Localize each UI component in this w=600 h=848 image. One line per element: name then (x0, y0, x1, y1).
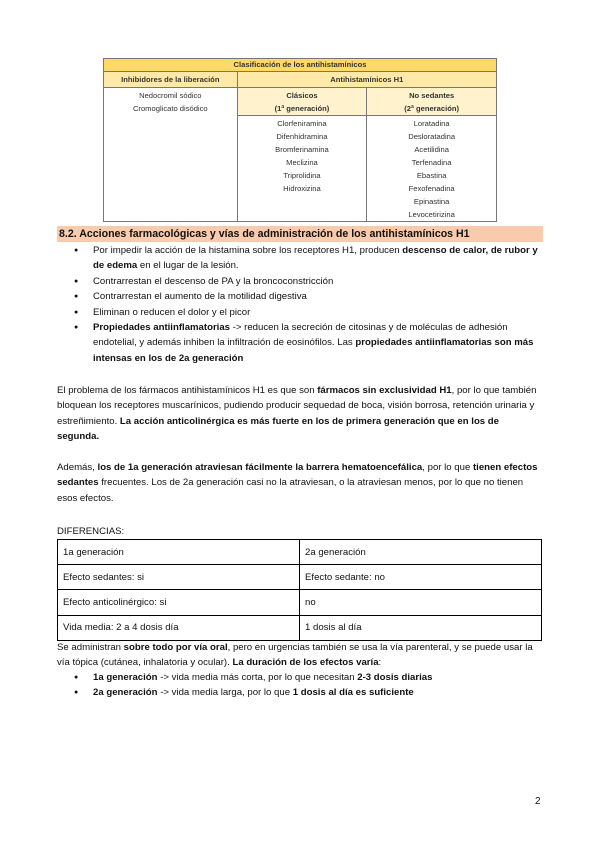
actions-list (57, 243, 543, 366)
bold-text: La acción anticolinérgica es más fuerte en los de primera generación que en los de segunda. (57, 415, 500, 443)
text: Por impedir la acción de la histamina sobre los receptores H1, producen (93, 245, 403, 256)
table-row (58, 615, 542, 640)
bold-text: 2-3 dosis diarias (357, 672, 433, 683)
text: Contrarrestan el descenso de PA y la broncoconstricción (93, 275, 334, 287)
no-sedantes-cell (367, 116, 497, 222)
subheader-no-sedantes (367, 88, 497, 116)
list-item (57, 320, 543, 366)
no-sedante-item: Fexofenadina (408, 184, 455, 193)
no-sedante-item: Loratadina (413, 119, 450, 128)
table-cell: 1a generación (58, 540, 300, 565)
table-row (58, 565, 542, 590)
differences-table (57, 539, 542, 641)
bold-text: 1 dosis al día es suficiente (292, 687, 414, 699)
clasicos-cell (237, 116, 367, 222)
clasico-item: Clorfeniramina (277, 119, 327, 128)
text: El problema de los fármacos antihistamínicos H1 es que son (57, 385, 318, 396)
paragraph-administracion (57, 640, 543, 671)
no-sedante-item: Terfenadina (411, 158, 452, 167)
text: -> vida media más corta, por lo que necesitan (157, 672, 358, 683)
subheader-gen: (1ª generación) (274, 104, 330, 113)
list-item (57, 670, 543, 685)
table-cell: Efecto anticolinérgico: si (58, 590, 300, 615)
bold-text: tienen efectos sedantes (57, 462, 538, 489)
text: , pero en urgencias también se usa la vía parenteral, y se puede usar la vía tópica (cutánea, inhalatoria y ocular). (57, 642, 533, 669)
table-cell: no (300, 590, 542, 615)
subheader-clasicos (237, 88, 367, 116)
clasico-item: Hidroxizina (283, 184, 321, 193)
text: : (378, 657, 382, 669)
table-cell: Efecto sedante: no (300, 565, 542, 590)
classification-table (103, 58, 497, 222)
table-row (58, 590, 542, 615)
text: en el lugar de la lesión. (137, 260, 239, 272)
inhibidor-item: Nedocromil sódico (139, 91, 202, 100)
clasico-item: Meclizina (286, 158, 318, 167)
col-header: Antihistamínicos H1 (237, 72, 496, 88)
inhibidores-cell (104, 88, 238, 222)
text: Contrarrestan el aumento de la motilidad digestiva (93, 291, 307, 303)
text: -> vida media larga, por lo que (157, 687, 293, 699)
diferencias-label: DIFERENCIAS: (57, 526, 125, 537)
bold-text: Propiedades antiinflamatorias (93, 322, 231, 334)
no-sedante-item: Desloratadina (408, 132, 456, 141)
inhibidor-item: Cromoglicato disódico (132, 104, 208, 113)
text: Se administran (57, 642, 124, 653)
bold-text: fármacos sin exclusividad H1 (317, 385, 452, 396)
clasico-item: Difenhidramina (276, 132, 328, 141)
text: Eliminan o reducen el dolor y el picor (93, 306, 251, 318)
bold-text: La duración de los efectos varía (232, 657, 379, 669)
subheader-title: No sedantes (409, 91, 455, 100)
no-sedante-item: Epinastina (413, 197, 450, 206)
list-item (57, 305, 543, 320)
list-item (57, 289, 543, 304)
no-sedante-item: Levocetirizina (408, 210, 455, 219)
subheader-gen: (2ª generación) (404, 104, 459, 113)
text: , por lo que también bloquean los receptores muscarínicos, pudiendo producir sequedad de boca, visión borrosa, retención urinaria y estreñimiento. (57, 385, 537, 427)
no-sedante-item: Acetilidina (414, 145, 449, 154)
text: , por lo que (422, 462, 473, 473)
table-row (58, 540, 542, 565)
text: frecuentes. Los de 2a generación casi no la atraviesan, o la atraviesan menos, por lo que no tienen esos efectos. (57, 477, 524, 504)
col-header: Inhibidores de la liberación (104, 72, 238, 88)
section-heading: 8.2. Acciones farmacológicas y vías de administración de los antihistamínicos H1 (57, 226, 543, 242)
bold-text: 2a generación (93, 687, 158, 699)
bold-text: sobre todo por vía oral (123, 642, 228, 653)
bold-text: descenso de calor, de rubor y de edema (93, 245, 538, 272)
list-item (57, 274, 543, 289)
page-number: 2 (535, 796, 541, 807)
paragraph-sedantes (57, 460, 543, 506)
table-cell: 1 dosis al día (300, 615, 542, 640)
list-item (57, 685, 543, 700)
table-cell: Efecto sedantes: si (58, 565, 300, 590)
bold-text: 1a generación (93, 672, 158, 683)
list-item (57, 243, 543, 274)
table-cell: Vida media: 2 a 4 dosis día (58, 615, 300, 640)
table-cell: 2a generación (300, 540, 542, 565)
clasico-item: Triprolidina (283, 171, 321, 180)
subheader-title: Clásicos (286, 91, 318, 100)
text: -> reducen la secreción de citosinas y de moléculas de adhesión endotelial, y además inhiben la infiltración de eosinófilos. Las (93, 322, 508, 349)
bold-text: propiedades antiinflamatorias son más intensas en los de 2a generación (93, 337, 534, 364)
bold-text: los de 1a generación atraviesan fácilmente la barrera hematoencefálica (97, 462, 423, 473)
clasico-item: Bromferinamina (275, 145, 329, 154)
table-title: Clasificación de los antihistamínicos (104, 59, 497, 72)
no-sedante-item: Ebastina (416, 171, 447, 180)
paragraph-exclusividad (57, 383, 543, 445)
text: Además, (57, 462, 98, 473)
duration-list (57, 670, 543, 701)
